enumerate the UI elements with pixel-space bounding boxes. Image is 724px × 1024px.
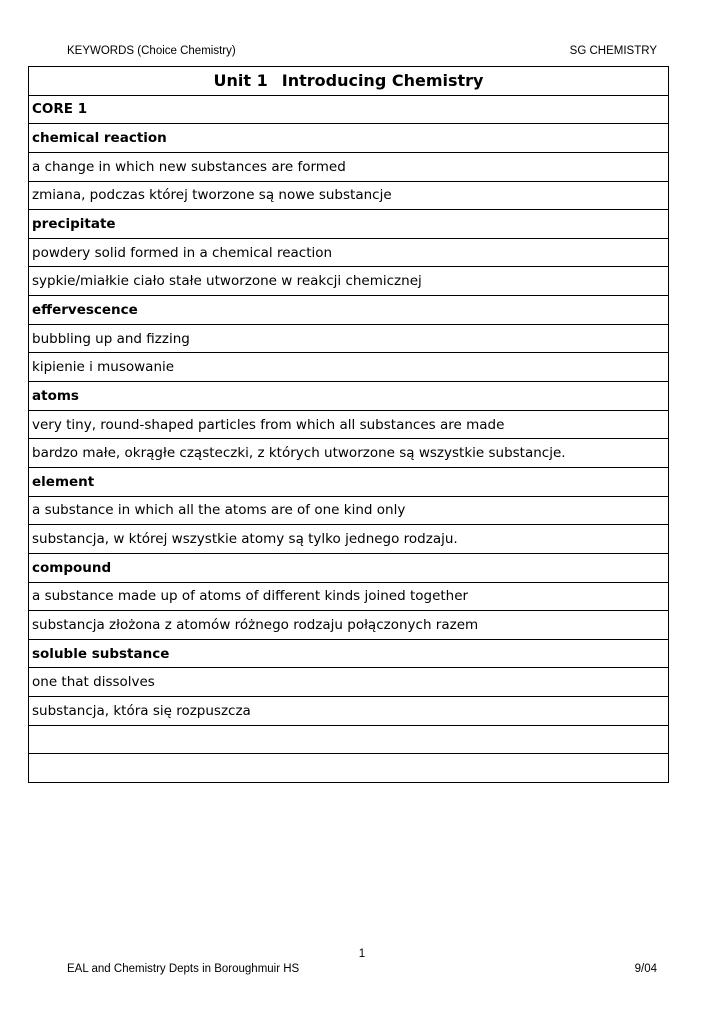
english-definition: one that dissolves bbox=[29, 668, 668, 697]
keyword-term: precipitate bbox=[29, 210, 668, 239]
english-definition: powdery solid formed in a chemical reaction bbox=[29, 239, 668, 268]
keyword-term: atoms bbox=[29, 382, 668, 411]
english-definition: a change in which new substances are formed bbox=[29, 153, 668, 182]
title-name: Introducing Chemistry bbox=[281, 71, 484, 91]
polish-definition: kipienie i musowanie bbox=[29, 353, 668, 382]
keyword-term: soluble substance bbox=[29, 640, 668, 669]
keywords-table bbox=[28, 66, 669, 783]
entries-list bbox=[29, 124, 668, 725]
english-definition: very tiny, round-shaped particles from which all substances are made bbox=[29, 411, 668, 440]
keyword-term: compound bbox=[29, 554, 668, 583]
english-definition: bubbling up and fizzing bbox=[29, 325, 668, 354]
keyword-term: effervescence bbox=[29, 296, 668, 325]
title-unit: Unit 1 bbox=[213, 71, 268, 91]
empty-row bbox=[29, 754, 668, 783]
polish-definition: substancja, która się rozpuszcza bbox=[29, 697, 668, 726]
header-left: KEYWORDS (Choice Chemistry) bbox=[67, 45, 236, 57]
page-number: 1 bbox=[358, 948, 366, 960]
keyword-term: element bbox=[29, 468, 668, 497]
header-right: SG CHEMISTRY bbox=[569, 45, 657, 57]
empty-rows bbox=[29, 726, 668, 783]
polish-definition: sypkie/miałkie ciało stałe utworzone w reakcji chemicznej bbox=[29, 267, 668, 296]
polish-definition: substancja złożona z atomów różnego rodzaju połączonych razem bbox=[29, 611, 668, 640]
empty-row bbox=[29, 726, 668, 755]
english-definition: a substance in which all the atoms are of one kind only bbox=[29, 497, 668, 526]
footer-right: 9/04 bbox=[634, 963, 657, 975]
polish-definition: substancja, w której wszystkie atomy są tylko jednego rodzaju. bbox=[29, 525, 668, 554]
english-definition: a substance made up of atoms of different kinds joined together bbox=[29, 583, 668, 612]
polish-definition: zmiana, podczas której tworzone są nowe substancje bbox=[29, 182, 668, 211]
keyword-term: chemical reaction bbox=[29, 124, 668, 153]
page-title bbox=[29, 67, 668, 96]
footer-left: EAL and Chemistry Depts in Boroughmuir HS bbox=[67, 963, 300, 975]
section-heading: CORE 1 bbox=[29, 96, 668, 125]
polish-definition: bardzo małe, okrągłe cząsteczki, z których utworzone są wszystkie substancje. bbox=[29, 439, 668, 468]
